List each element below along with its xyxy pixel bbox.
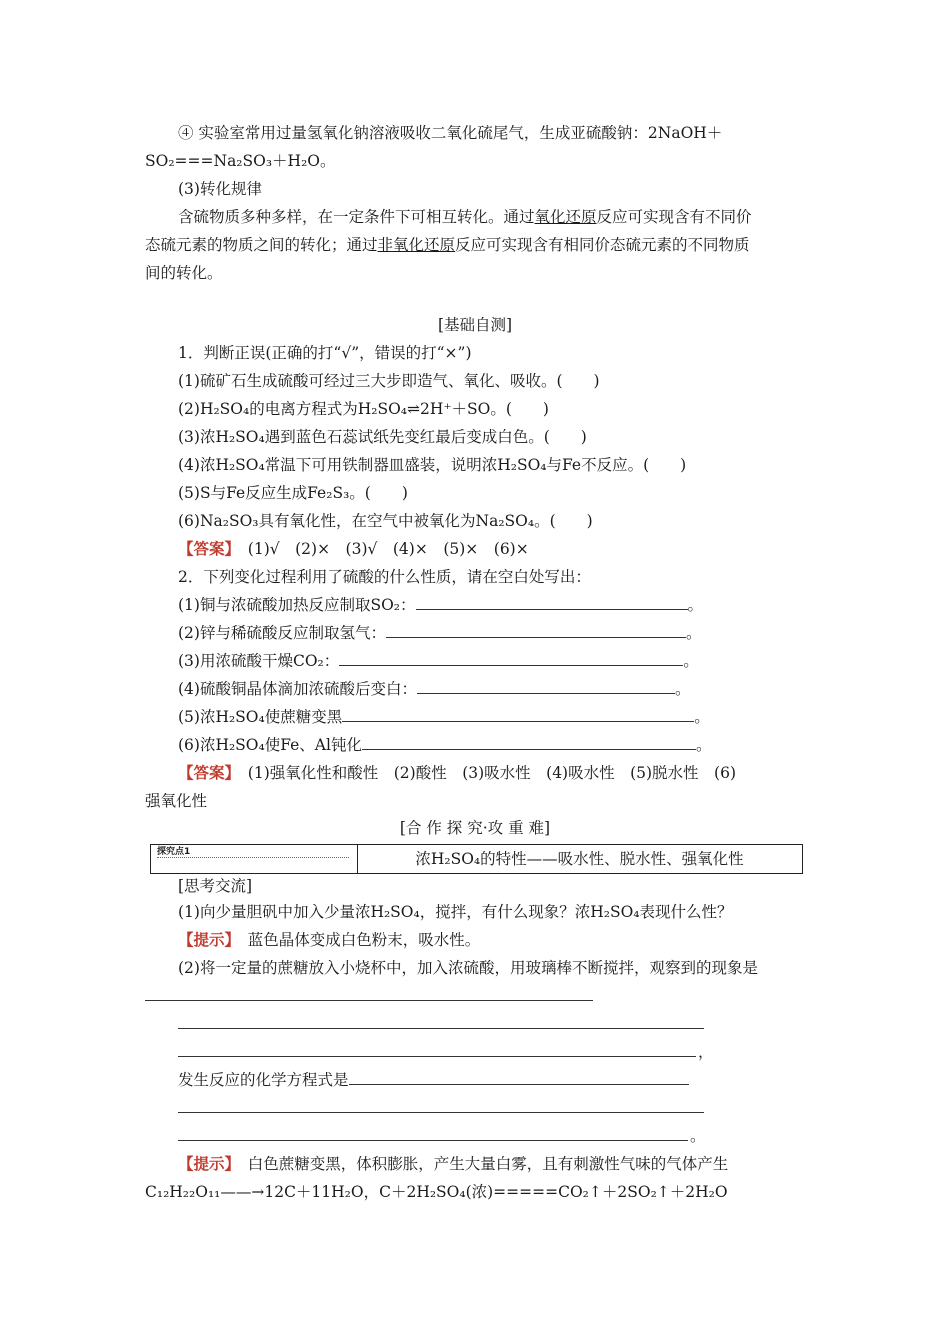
answer-blank [178,1028,704,1029]
answer-blank [349,1069,689,1085]
dotted-divider [157,857,349,858]
answer-blank [178,1140,688,1141]
answer-line: 强氧化性 [145,792,208,810]
fill-blank-item: (6)浓H₂SO₄使Fe、Al钝化 。 [178,736,712,754]
question-item: (5)S与Fe反应生成Fe₂S₃。( ) [178,484,408,502]
paragraph-line: SO₂===Na₂SO₃＋H₂O。 [145,152,336,170]
paragraph-line: 含硫物质多种多样，在一定条件下可相互转化。通过氧化还原反应可实现含有不同价 [178,208,752,226]
section-title: [合 作 探 究·攻 重 难] [399,819,551,837]
answer-blank [342,706,694,722]
answer-line: 【答案】 (1)强氧化性和酸性 (2)酸性 (3)吸水性 (4)吸水性 (5)脱水性 (6) [178,763,737,782]
answer-line: 【答案】 (1)√ (2)× (3)√ (4)× (5)× (6)× [178,539,529,558]
period-mark: 。 [690,1127,706,1145]
answer-blank [362,734,696,750]
answer-blank [178,1112,704,1113]
hint-line: 【提示】 白色蔗糖变黑，体积膨胀，产生大量白雾，且有刺激性气味的气体产生 [178,1154,729,1173]
question-title: 1．判断正误(正确的打“√”，错误的打“×”) [178,344,472,362]
equation-line: C₁₂H₂₂O₁₁——→12C＋11H₂O，C＋2H₂SO₄(浓)=====CO₂↑＋2SO₂↑＋2H₂O [145,1183,728,1201]
topic-box [150,844,803,874]
section-heading: (3)转化规律 [178,180,262,198]
paragraph-line: ④ 实验室常用过量氢氧化钠溶液吸收二氧化硫尾气，生成亚硫酸钠：2NaOH＋ [178,124,723,142]
answer-blank [417,678,675,694]
answer-blank [416,594,688,610]
fill-blank-item: 发生反应的化学方程式是 [178,1069,689,1091]
fill-blank-item: (2)锌与稀硫酸反应制取氢气： 。 [178,624,702,642]
underlined-term: 非氧化还原 [377,236,456,254]
hint-label: 【提示】 [178,1154,233,1173]
answer-label: 【答案】 [178,763,233,782]
fill-blank-item: (3)用浓硫酸干燥CO₂： 。 [178,652,699,670]
paragraph-line: 态硫元素的物质之间的转化；通过非氧化还原反应可实现含有相同价态硫元素的不同物质 [145,236,750,254]
hint-line: 【提示】 蓝色晶体变成白色粉末，吸水性。 [178,930,481,949]
fill-blank-item: (4)硫酸铜晶体滴加浓硫酸后变白： 。 [178,680,691,698]
topic-tag: 探究点1 [157,847,191,857]
fill-blank-item: (1)铜与浓硫酸加热反应制取SO₂： 。 [178,596,704,614]
answer-blank [178,1056,696,1057]
question-item: (2)将一定量的蔗糖放入小烧杯中，加入浓硫酸，用玻璃棒不断搅拌，观察到的现象是 [178,959,758,977]
section-title: [基础自测] [437,316,513,334]
answer-blank [386,622,686,638]
topic-title: 浓H₂SO₄的特性——吸水性、脱水性、强氧化性 [415,850,744,868]
hint-label: 【提示】 [178,930,233,949]
question-item: (3)浓H₂SO₄遇到蓝色石蕊试纸先变红最后变成白色。( ) [178,428,587,446]
underlined-term: 氧化还原 [534,208,597,226]
question-item: (1)硫矿石生成硫酸可经过三大步即造气、氧化、吸收。( ) [178,372,600,390]
answer-blank [339,650,683,666]
subsection-title: [思考交流] [178,877,253,895]
question-item: (1)向少量胆矾中加入少量浓H₂SO₄，搅拌，有什么现象？浓H₂SO₄表现什么性？ [178,903,733,921]
question-item: (4)浓H₂SO₄常温下可用铁制器皿盛装，说明浓H₂SO₄与Fe不反应。( ) [178,456,687,474]
question-item: (6)Na₂SO₃具有氧化性，在空气中被氧化为Na₂SO₄。( ) [178,512,593,530]
fill-blank-item: (5)浓H₂SO₄使蔗糖变黑 。 [178,708,710,726]
paragraph-line: 间的转化。 [145,264,223,282]
answer-blank [145,1000,593,1001]
question-item: (2)H₂SO₄的电离方程式为H₂SO₄⇌2H⁺＋SO。( ) [178,400,549,418]
answer-label: 【答案】 [178,539,233,558]
question-title: 2．下列变化过程利用了硫酸的什么性质，请在空白处写出： [178,568,591,586]
comma-mark: ， [698,1043,714,1061]
